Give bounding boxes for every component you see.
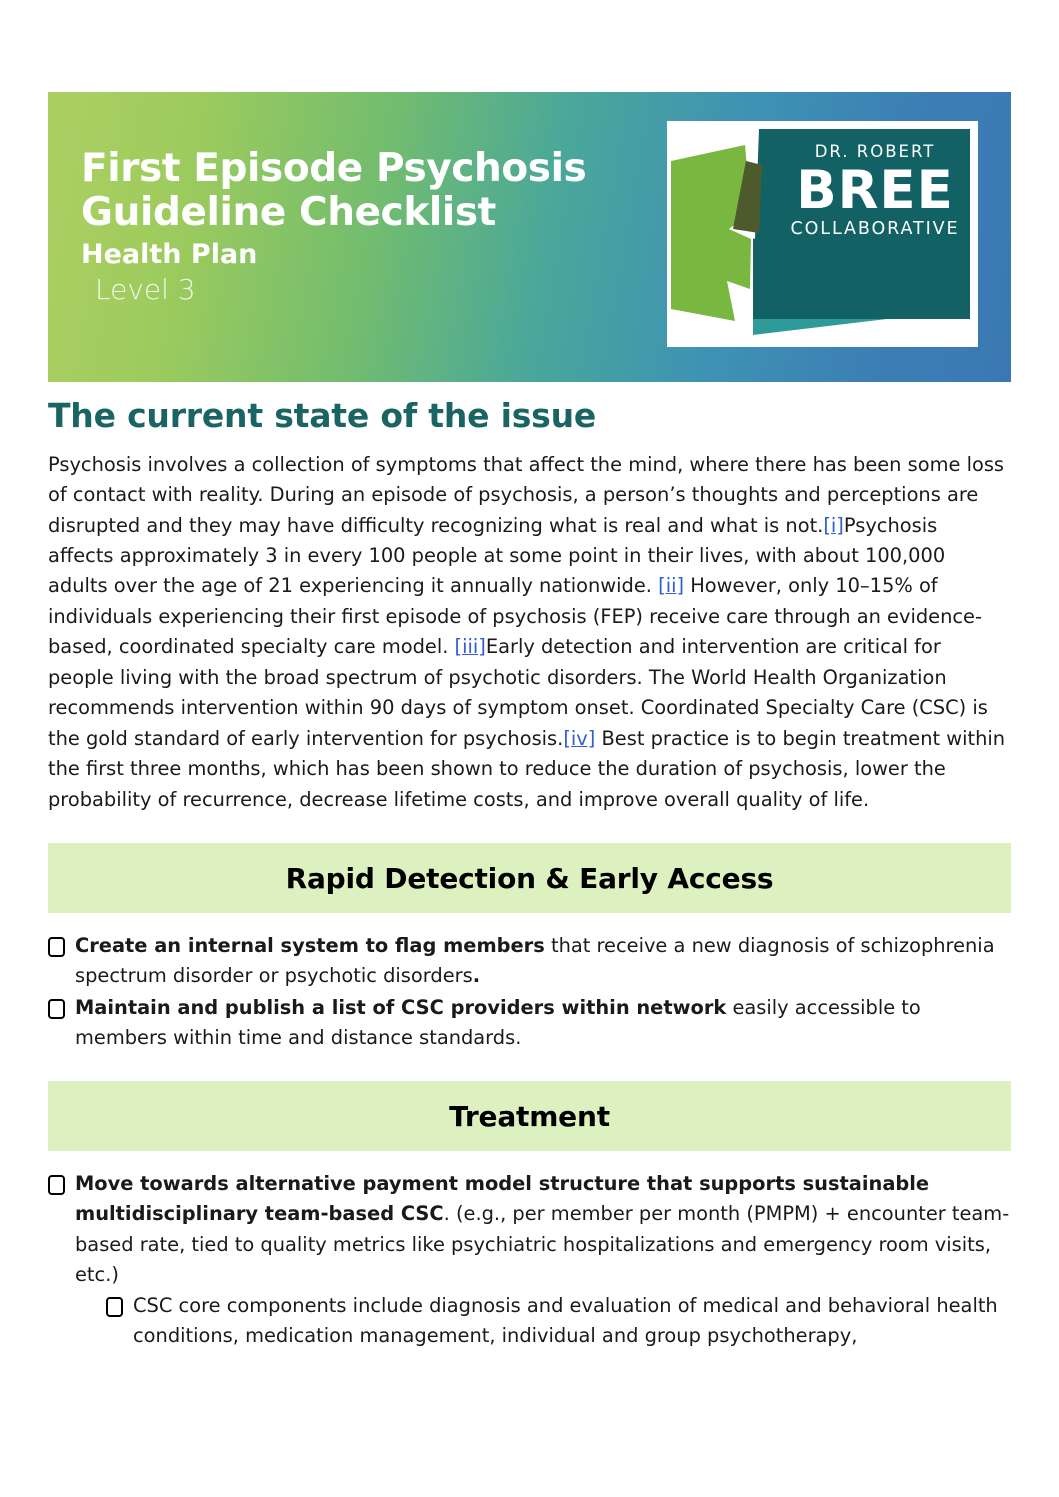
checklist-item-rest: that receive a new diagnosis of schizophrenia spectrum disorder or psychotic disorders — [75, 934, 995, 988]
citation-link-ii[interactable]: [ii] — [658, 574, 685, 598]
document-body — [48, 396, 1011, 1355]
checklist-item-rest: . (e.g., per member per month (PMPM) + encounter team-based rate, tied to quality metrics like psychiatric hospitalizations and emergency room visits, etc.) — [75, 1202, 1010, 1286]
logo-line-bree: BREE — [796, 160, 954, 222]
section-header-rapid-detection — [48, 843, 1011, 913]
intro-text-part1: Psychosis involves a collection of symptoms that affect the mind, where there has been some loss of contact with reality. During an episode of psychosis, a person’s thoughts and perceptions are disrupted and they may have difficulty recognizing what is real and what is not. — [48, 452, 1005, 537]
intro-text-part2: Psychosis affects approximately 3 in every 100 people at some point in their lives, with about 100,000 adults over the age of 21 experiencing it annually nationwide. — [48, 513, 946, 598]
citation-link-i[interactable]: [i] — [823, 513, 844, 537]
list-item[interactable] — [48, 1169, 1011, 1352]
checklist-item-text — [75, 1169, 1011, 1352]
page-title: The current state of the issue — [48, 396, 597, 435]
logo-line-collaborative: COLLABORATIVE — [790, 219, 960, 240]
checklist-item-bold: Maintain and publish a list of CSC providers within network — [75, 996, 727, 1020]
section-title-rapid-detection: Rapid Detection & Early Access — [285, 861, 774, 895]
citation-link-iv[interactable]: [iv] — [563, 726, 596, 750]
section-title-treatment: Treatment — [449, 1099, 610, 1133]
intro-text-part5: Best practice is to begin treatment within the first three months, which has been shown to reduce the duration of psychosis, lower the probability of recurrence, decrease lifetime costs, and improve overall quality of life. — [48, 726, 1006, 811]
checklist-item-text: CSC core components include diagnosis and evaluation of medical and behavioral health conditions, medication management, individual and group psychotherapy, — [133, 1293, 998, 1347]
checklist-item-rest: easily accessible to members within time and distance standards. — [75, 996, 921, 1050]
header-banner — [48, 92, 1011, 382]
checklist-item-tail: . — [472, 964, 481, 988]
intro-paragraph — [48, 450, 1006, 815]
intro-text-part3: However, only 10–15% of individuals experiencing their first episode of psychosis (FEP) receive care through an evidence-based, coordinated specialty care model. — [48, 574, 982, 659]
checklist-item-text — [75, 931, 1011, 991]
banner-title-group — [81, 147, 681, 307]
checklist-item-text — [75, 993, 1011, 1053]
list-item[interactable] — [48, 993, 1011, 1053]
checklist-item-bold: Move towards alternative payment model structure that supports sustainable multidisciplinary team-based CSC — [75, 1172, 930, 1226]
banner-subtitle: Health Plan — [81, 239, 258, 271]
banner-title-line1: First Episode Psychosis — [81, 146, 587, 191]
list-item[interactable] — [106, 1291, 1011, 1351]
checklist-treatment — [48, 1169, 1011, 1352]
intro-text-part4: Early detection and intervention are critical for people living with the broad spectrum of psychotic disorders. The World Health Organization recommends intervention within 90 days of symptom onset. Coordinated Specialty Care (CSC) is the gold standard of early intervention for psychosis. — [48, 635, 988, 750]
citation-link-iii[interactable]: [iii] — [454, 635, 486, 659]
list-item[interactable] — [48, 931, 1011, 991]
logo-line-dr-robert: DR. ROBERT — [814, 142, 936, 161]
checklist-item-bold: Create an internal system to flag members — [75, 934, 545, 958]
banner-title-line2: Guideline Checklist — [81, 189, 496, 235]
checklist-rapid-detection — [48, 931, 1011, 1053]
checkbox-icon[interactable] — [48, 937, 65, 957]
checkbox-icon[interactable] — [48, 999, 65, 1019]
checkbox-icon[interactable] — [48, 1175, 65, 1195]
checklist-treatment-nested — [106, 1291, 1011, 1351]
checkbox-icon[interactable] — [106, 1297, 123, 1317]
banner-level: Level 3 — [95, 273, 196, 307]
bree-collaborative-logo — [667, 121, 978, 347]
logo-text-group — [786, 143, 964, 239]
section-header-treatment — [48, 1081, 1011, 1151]
